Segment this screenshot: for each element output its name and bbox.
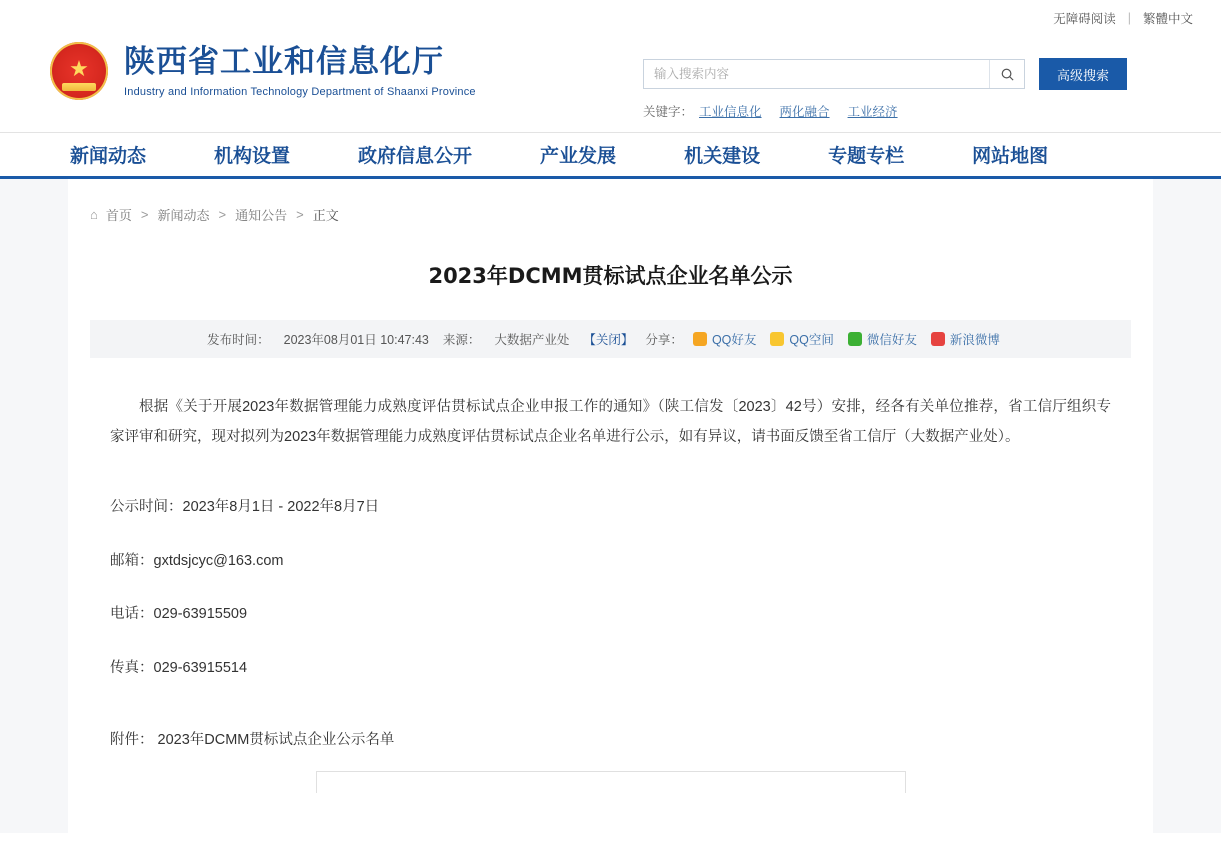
attachment-preview-box [316, 771, 906, 793]
search-box[interactable] [643, 59, 1025, 89]
share-label: 分享： [645, 333, 683, 347]
nav-item-government-info[interactable]: 政府信息公开 [358, 145, 473, 167]
nav-item-news[interactable]: 新闻动态 [70, 145, 147, 167]
breadcrumb [68, 179, 1153, 224]
page-title: 2023年DCMM贯标试点企业名单公示 [428, 264, 793, 288]
contact-fax: 传真：029-63915514 [110, 660, 248, 677]
breadcrumb-separator: > [218, 207, 227, 222]
article-body [110, 392, 1111, 453]
search-input[interactable] [644, 60, 989, 88]
contact-email: 邮箱：gxtdsjcyc@163.com [110, 552, 284, 569]
attachment-label: 附件： [110, 731, 154, 748]
breadcrumb-item-current: 正文 [312, 208, 339, 223]
share-weibo[interactable] [931, 330, 1000, 348]
accessibility-link[interactable]: 无障碍阅读 [1053, 12, 1116, 26]
contact-phone: 电话：029-63915509 [110, 606, 248, 623]
main-navigation [0, 132, 1221, 179]
keywords-label: 关键字： [643, 105, 694, 119]
source-label: 来源： [442, 333, 481, 347]
close-link[interactable]: 【关闭】 [583, 333, 634, 347]
breadcrumb-item-home[interactable]: 首页 [105, 208, 132, 223]
content-wrapper [0, 179, 1221, 833]
advanced-search-button[interactable]: 高级搜索 [1039, 58, 1127, 90]
nav-item-sitemap[interactable]: 网站地图 [972, 145, 1049, 167]
weibo-icon [931, 332, 945, 346]
site-brand[interactable] [50, 42, 476, 100]
share-weibo-label: 新浪微博 [949, 333, 1000, 347]
qq-icon [693, 332, 707, 346]
nav-item-agency-construction[interactable]: 机关建设 [684, 145, 761, 167]
breadcrumb-separator: > [296, 207, 304, 222]
attachment-link[interactable]: 2023年DCMM贯标试点企业公示名单 [157, 731, 395, 748]
search-icon[interactable] [989, 60, 1024, 88]
search-row [643, 58, 1163, 90]
share-qq-zone-label: QQ空间 [789, 333, 834, 347]
source-value: 大数据产业处 [494, 333, 570, 347]
article-container [68, 179, 1153, 833]
wechat-icon [848, 332, 862, 346]
keyword-link-1[interactable]: 工业信息化 [699, 105, 762, 119]
publicity-period: 公示时间：2023年8月1日 - 2022年8月7日 [110, 498, 380, 515]
site-header [0, 36, 1221, 132]
share-qq-friend-label: QQ好友 [711, 333, 757, 347]
search-area [643, 58, 1163, 120]
topbar-separator: | [1127, 11, 1131, 25]
site-title-en: Industry and Information Technology Department of Shaanxi Province [124, 86, 476, 99]
breadcrumb-item-notice[interactable]: 通知公告 [235, 208, 288, 223]
breadcrumb-separator: > [140, 207, 149, 222]
publish-time-label: 发布时间： [207, 333, 270, 347]
home-icon: ⌂ [90, 207, 98, 222]
attachment-section [110, 728, 1111, 793]
brand-text [124, 44, 476, 98]
traditional-chinese-link[interactable]: 繁體中文 [1142, 12, 1193, 26]
search-keywords [643, 102, 1163, 120]
keyword-link-2[interactable]: 两化融合 [779, 105, 830, 119]
article-info-block [110, 497, 1111, 680]
breadcrumb-item-news[interactable]: 新闻动态 [157, 208, 210, 223]
share-wechat-label: 微信好友 [866, 333, 917, 347]
site-title-cn: 陕西省工业和信息化厅 [124, 43, 444, 80]
keyword-link-3[interactable]: 工业经济 [847, 105, 898, 119]
nav-item-organization[interactable]: 机构设置 [214, 145, 291, 167]
qzone-icon [770, 332, 784, 346]
share-qq-zone[interactable] [770, 330, 833, 348]
publish-time-value: 2023年08月01日 10:47:43 [283, 333, 429, 347]
share-qq-friend[interactable] [693, 330, 756, 348]
share-wechat[interactable] [848, 330, 917, 348]
article-meta-bar [90, 320, 1131, 358]
article-paragraph: 根据《关于开展2023年数据管理能力成熟度评估贯标试点企业申报工作的通知》（陕工信发〔2023〕42号）安排，经各有关单位推荐，省工信厅组织专家评审和研究，现对拟列为2023年数据管理能力成熟度评估贯标试点企业名单进行公示，如有异议，请书面反馈至省工信厅（大数据产业处）。 [110, 399, 1111, 446]
nav-item-industry-development[interactable]: 产业发展 [540, 145, 617, 167]
national-emblem-icon [50, 42, 108, 100]
nav-item-special-columns[interactable]: 专题专栏 [828, 145, 905, 167]
top-utility-bar [0, 0, 1221, 36]
